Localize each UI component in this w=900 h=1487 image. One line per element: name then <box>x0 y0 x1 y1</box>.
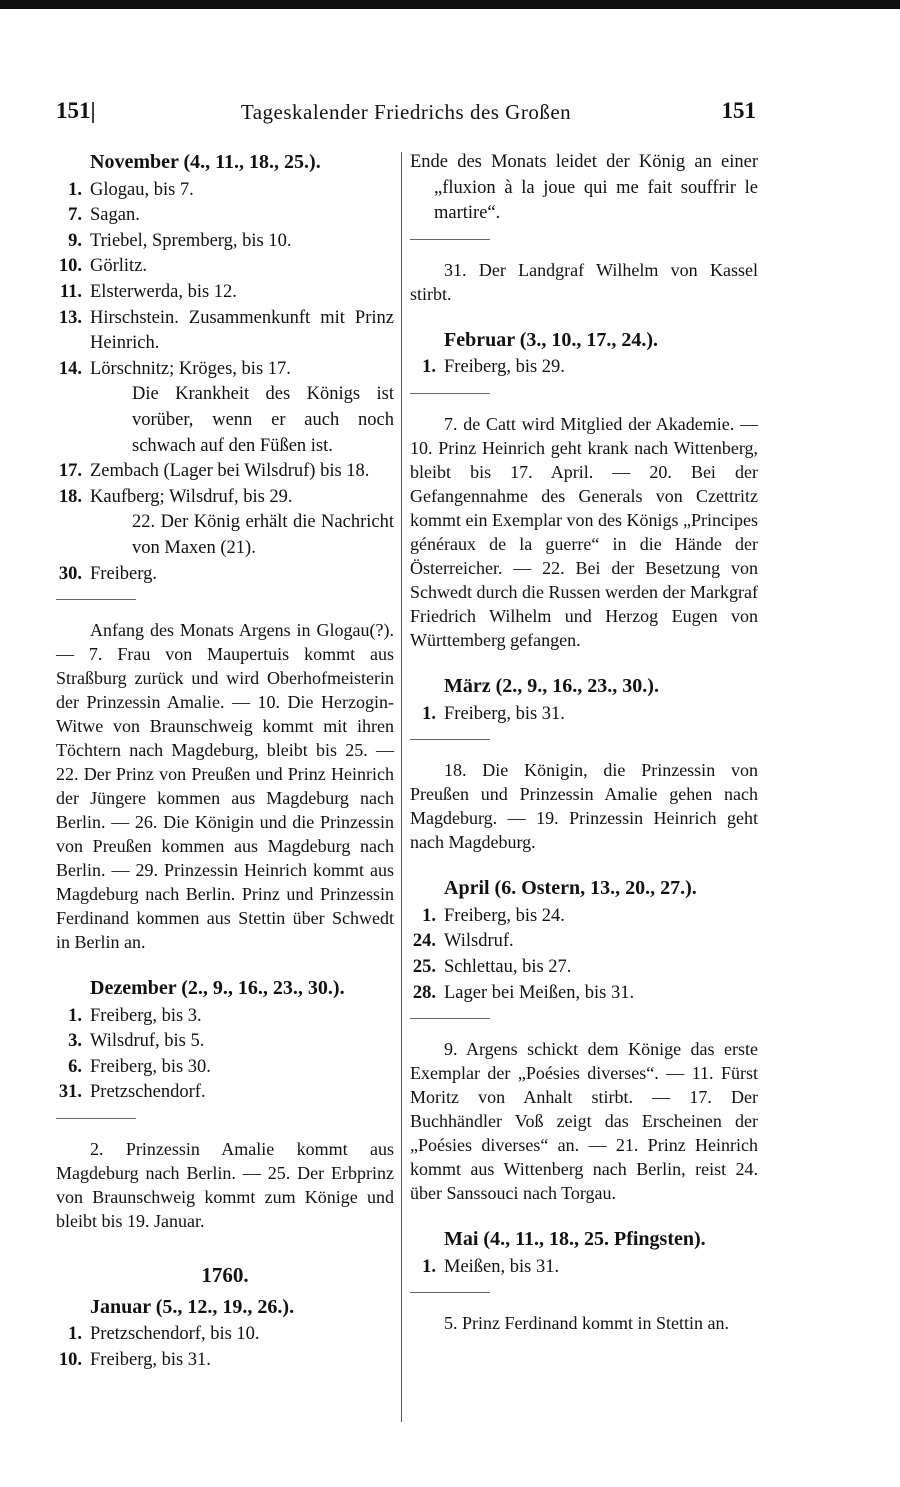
entry-day: 1. <box>422 905 436 926</box>
entry-day: 1. <box>68 1005 82 1026</box>
spacer <box>410 652 758 674</box>
spacer <box>410 854 758 876</box>
note-paragraph: Ende des Monats leidet der König an einer „fluxion à la joue qui me fait souffrir le martire“. <box>410 152 758 224</box>
entry-text: Freiberg, bis 29. <box>444 357 565 378</box>
entry-day: 10. <box>58 1349 82 1370</box>
entry-text: Freiberg, bis 24. <box>444 905 565 926</box>
calendar-entry <box>56 485 394 511</box>
calendar-entry <box>410 355 758 381</box>
entry-day: 3. <box>68 1031 82 1052</box>
entry-day: 13. <box>58 307 82 328</box>
column-divider <box>401 152 402 1422</box>
entry-text: Pretzschendorf, bis 10. <box>90 1324 260 1345</box>
entry-text: Elsterwerda, bis 12. <box>90 281 237 302</box>
entry-day: 1. <box>68 1324 82 1345</box>
month-heading: November (4., 11., 18., 25.). <box>90 151 321 173</box>
entry-text: Freiberg, bis 31. <box>444 703 565 724</box>
calendar-entry <box>56 357 394 383</box>
note-paragraph: 31. Der Landgraf Wilhelm von Kassel stirbt. <box>410 259 758 304</box>
entry-text: Lörschnitz; Kröges, bis 17. <box>90 358 291 379</box>
note-paragraph: 9. Argens schickt dem Könige das erste Exemplar der „Poésies diverses“. — 11. Fürst Moritz von Anhalt stirbt. — 17. Der Buchhändler Voß zeigt das Erscheinen der „Poésies diverses“ an. — 21. Prinz Heinrich kommt aus Wittenberg nach Berlin, reist 24. über Sanssouci nach Torgau. <box>410 1039 758 1204</box>
entry-text: Lager bei Meißen, bis 31. <box>444 982 635 1003</box>
spacer <box>410 1205 758 1227</box>
calendar-entry <box>56 280 394 306</box>
entry-note: 22. Der König erhält die Nachricht von Maxen (21). <box>132 512 394 558</box>
entry-text: Schlettau, bis 27. <box>444 956 572 977</box>
entry-text: Freiberg, bis 3. <box>90 1005 202 1026</box>
entry-text: Zembach (Lager bei Wilsdruf) bis 18. <box>90 461 370 482</box>
left-column <box>56 150 394 1373</box>
entry-day: 10. <box>58 256 82 277</box>
calendar-entry <box>56 1055 394 1081</box>
calendar-entry <box>56 1348 394 1374</box>
entry-text: Glogau, bis 7. <box>90 179 194 200</box>
calendar-entry <box>410 702 758 728</box>
month-heading: Mai (4., 11., 18., 25. Pfingsten). <box>444 1228 706 1251</box>
entry-day: 25. <box>412 956 436 977</box>
calendar-entry <box>410 929 758 955</box>
entry-day: 14. <box>58 358 82 379</box>
entry-text: Hirschstein. Zusammenkunft mit Prinz Heinrich. <box>90 307 394 354</box>
month-heading: März (2., 9., 16., 23., 30.). <box>444 674 659 697</box>
section-rule <box>56 1118 136 1119</box>
calendar-entry <box>56 306 394 357</box>
page-number-left: 151| <box>56 98 96 123</box>
entry-text: Freiberg, bis 31. <box>90 1349 211 1370</box>
calendar-entry <box>56 562 394 588</box>
calendar-entry <box>56 459 394 485</box>
spacer <box>56 954 394 976</box>
section-rule <box>410 739 490 740</box>
entry-day: 1. <box>422 357 436 378</box>
entry-day: 31. <box>58 1082 82 1103</box>
scan-edge-bar <box>0 0 900 9</box>
entry-text: Wilsdruf. <box>444 931 514 952</box>
calendar-entry <box>410 1255 758 1281</box>
spacer <box>410 306 758 328</box>
entry-day: 11. <box>59 281 82 302</box>
entry-text: Triebel, Spremberg, bis 10. <box>90 230 292 251</box>
entry-text: Freiberg. <box>90 563 157 584</box>
right-column <box>410 150 758 1335</box>
calendar-entry <box>56 1004 394 1030</box>
entry-text: Pretzschendorf. <box>90 1082 206 1103</box>
entry-day: 24. <box>412 931 436 952</box>
entry-day: 18. <box>58 486 82 507</box>
page-number-right: 151 <box>721 98 756 123</box>
running-title: Tageskalender Friedrichs des Großen <box>240 100 572 124</box>
entry-day: 30. <box>58 563 82 584</box>
entry-text: Wilsdruf, bis 5. <box>90 1031 205 1052</box>
calendar-entry <box>56 1080 394 1106</box>
entry-day: 7. <box>68 205 82 226</box>
entry-text: Meißen, bis 31. <box>444 1256 560 1277</box>
entry-day: 1. <box>68 179 82 200</box>
month-heading: Dezember (2., 9., 16., 23., 30.). <box>90 977 345 1000</box>
calendar-entry <box>410 904 758 930</box>
entry-day: 6. <box>68 1056 82 1077</box>
calendar-entry <box>56 229 394 255</box>
calendar-entry <box>56 1322 394 1348</box>
entry-note: Die Krankheit des Königs ist vorüber, wenn er auch noch schwach auf den Füßen ist. <box>132 384 394 456</box>
section-rule <box>410 393 490 394</box>
entry-day: 1. <box>422 703 436 724</box>
month-heading: Februar (3., 10., 17., 24.). <box>444 328 659 351</box>
entry-day: 1. <box>422 1256 436 1277</box>
entry-day: 9. <box>68 230 82 251</box>
year-heading: 1760. <box>201 1263 249 1288</box>
entry-text: Kaufberg; Wilsdruf, bis 29. <box>90 486 293 507</box>
calendar-entry <box>410 981 758 1007</box>
note-paragraph: 18. Die Königin, die Prinzessin von Preußen und Prinzessin Amalie gehen nach Magdeburg. — 19. Prinzessin Heinrich geht nach Magdeburg. <box>410 760 758 853</box>
section-rule <box>56 599 136 600</box>
entry-day: 28. <box>412 982 436 1003</box>
entry-text: Sagan. <box>90 205 140 226</box>
entry-text: Görlitz. <box>90 256 148 277</box>
note-paragraph: 7. de Catt wird Mitglied der Akademie. — 10. Prinz Heinrich geht krank nach Wittenberg, bleibt bis 17. April. — 20. Bei der Gefangennahme des Generals von Czettritz kommt ein Exemplar von des Königs „Principes généraux de la guerre“ in die Hände der Österreicher. — 22. Bei der Besetzung von Schwedt durch die Russen werden der Markgraf Friedrich Wilhelm und Herzog Eugen von Württemberg gefangen. <box>410 413 758 650</box>
section-rule <box>410 1018 490 1019</box>
section-rule <box>410 239 490 240</box>
note-paragraph: 5. Prinz Ferdinand kommt in Stettin an. <box>444 1313 729 1334</box>
note-paragraph: 2. Prinzessin Amalie kommt aus Magdeburg nach Berlin. — 25. Der Erbprinz von Braunschweig kommt zum Könige und bleibt bis 19. Januar. <box>56 1139 394 1232</box>
running-header <box>56 98 756 128</box>
calendar-entry <box>56 254 394 280</box>
calendar-entry <box>56 178 394 204</box>
entry-day: 17. <box>58 461 82 482</box>
month-heading: April (6. Ostern, 13., 20., 27.). <box>444 877 697 900</box>
calendar-entry <box>410 955 758 981</box>
section-rule <box>410 1292 490 1293</box>
calendar-entry <box>56 203 394 229</box>
calendar-entry <box>56 1029 394 1055</box>
entry-text: Freiberg, bis 30. <box>90 1056 211 1077</box>
month-heading: Januar (5., 12., 19., 26.). <box>90 1295 295 1318</box>
note-paragraph: Anfang des Monats Argens in Glogau(?). — 7. Frau von Maupertuis kommt aus Straßburg zurück und wird Oberhofmeisterin der Prinzessin Amalie. — 10. Die Herzogin-Witwe von Braunschweig kommt mit ihren Töchtern nach Magdeburg, bleibt bis 25. — 22. Der Prinz von Preußen und Prinz Heinrich der Jüngere kommen aus Magdeburg nach Berlin. — 26. Die Königin und die Prinzessin von Preußen kommen aus Magdeburg nach Berlin. — 29. Prinzessin Heinrich kommt aus Magdeburg nach Berlin. Prinz und Prinzessin Ferdinand kommen aus Stettin über Schwedt in Berlin an. <box>56 620 394 953</box>
